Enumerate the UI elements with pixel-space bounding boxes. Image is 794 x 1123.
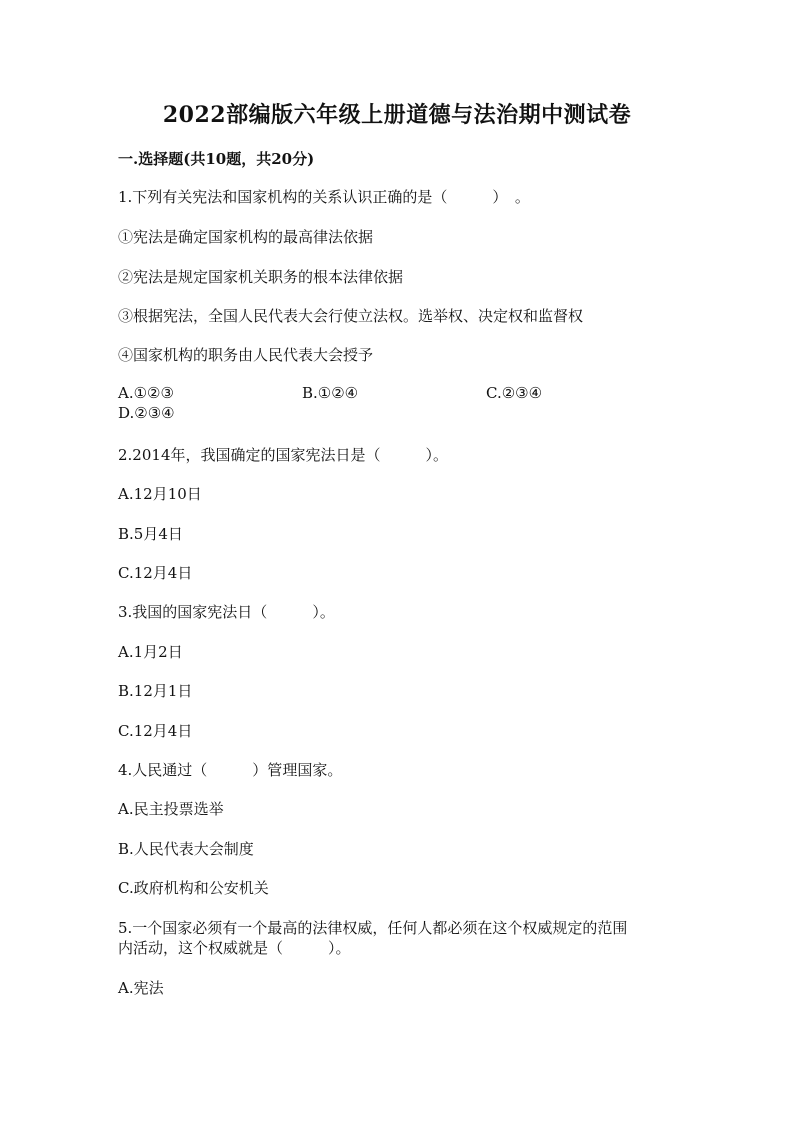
question-4-option-c: C.政府机构和公安机关 xyxy=(118,879,269,897)
question-1-option-a: A.①②③ xyxy=(118,384,174,402)
question-3-option-a: A.1月2日 xyxy=(118,643,183,661)
question-2-option-b: B.5月4日 xyxy=(118,525,183,543)
question-2-stem: 2.2014年，我国确定的国家宪法日是（ ）。 xyxy=(118,446,448,464)
question-1-statement-2: ②宪法是规定国家机关职务的根本法律依据 xyxy=(118,268,404,286)
question-1-option-b: B.①②④ xyxy=(302,384,359,402)
page-title: 2022部编版六年级上册道德与法治期中测试卷 xyxy=(162,102,632,128)
question-1-statement-3: ③根据宪法，全国人民代表大会行使立法权。选举权、决定权和监督权 xyxy=(118,307,584,325)
question-3-option-b: B.12月1日 xyxy=(118,682,193,700)
question-1-option-d: D.②③④ xyxy=(118,404,175,422)
question-1-statement-4: ④国家机构的职务由人民代表大会授予 xyxy=(118,346,374,364)
question-5-stem-line-2: 内活动，这个权威就是（ ）。 xyxy=(118,939,351,957)
question-5-option-a: A.宪法 xyxy=(118,979,164,997)
question-1-option-c: C.②③④ xyxy=(486,384,543,402)
question-4-stem: 4.人民通过（ ）管理国家。 xyxy=(118,761,343,779)
question-3-option-c: C.12月4日 xyxy=(118,722,193,740)
question-4-option-b: B.人民代表大会制度 xyxy=(118,840,254,858)
question-1-stem: 1.下列有关宪法和国家机构的关系认识正确的是（ ） 。 xyxy=(118,188,530,206)
question-4-option-a: A.民主投票选举 xyxy=(118,800,224,818)
question-1-statement-1: ①宪法是确定国家机构的最高律法依据 xyxy=(118,228,374,246)
section-heading: 一.选择题(共10题，共20分) xyxy=(118,150,315,168)
question-2-option-a: A.12月10日 xyxy=(118,485,202,503)
question-3-stem: 3.我国的国家宪法日（ ）。 xyxy=(118,603,335,621)
question-5-stem-line-1: 5.一个国家必须有一个最高的法律权威，任何人都必须在这个权威规定的范围 xyxy=(118,919,628,937)
question-2-option-c: C.12月4日 xyxy=(118,564,193,582)
